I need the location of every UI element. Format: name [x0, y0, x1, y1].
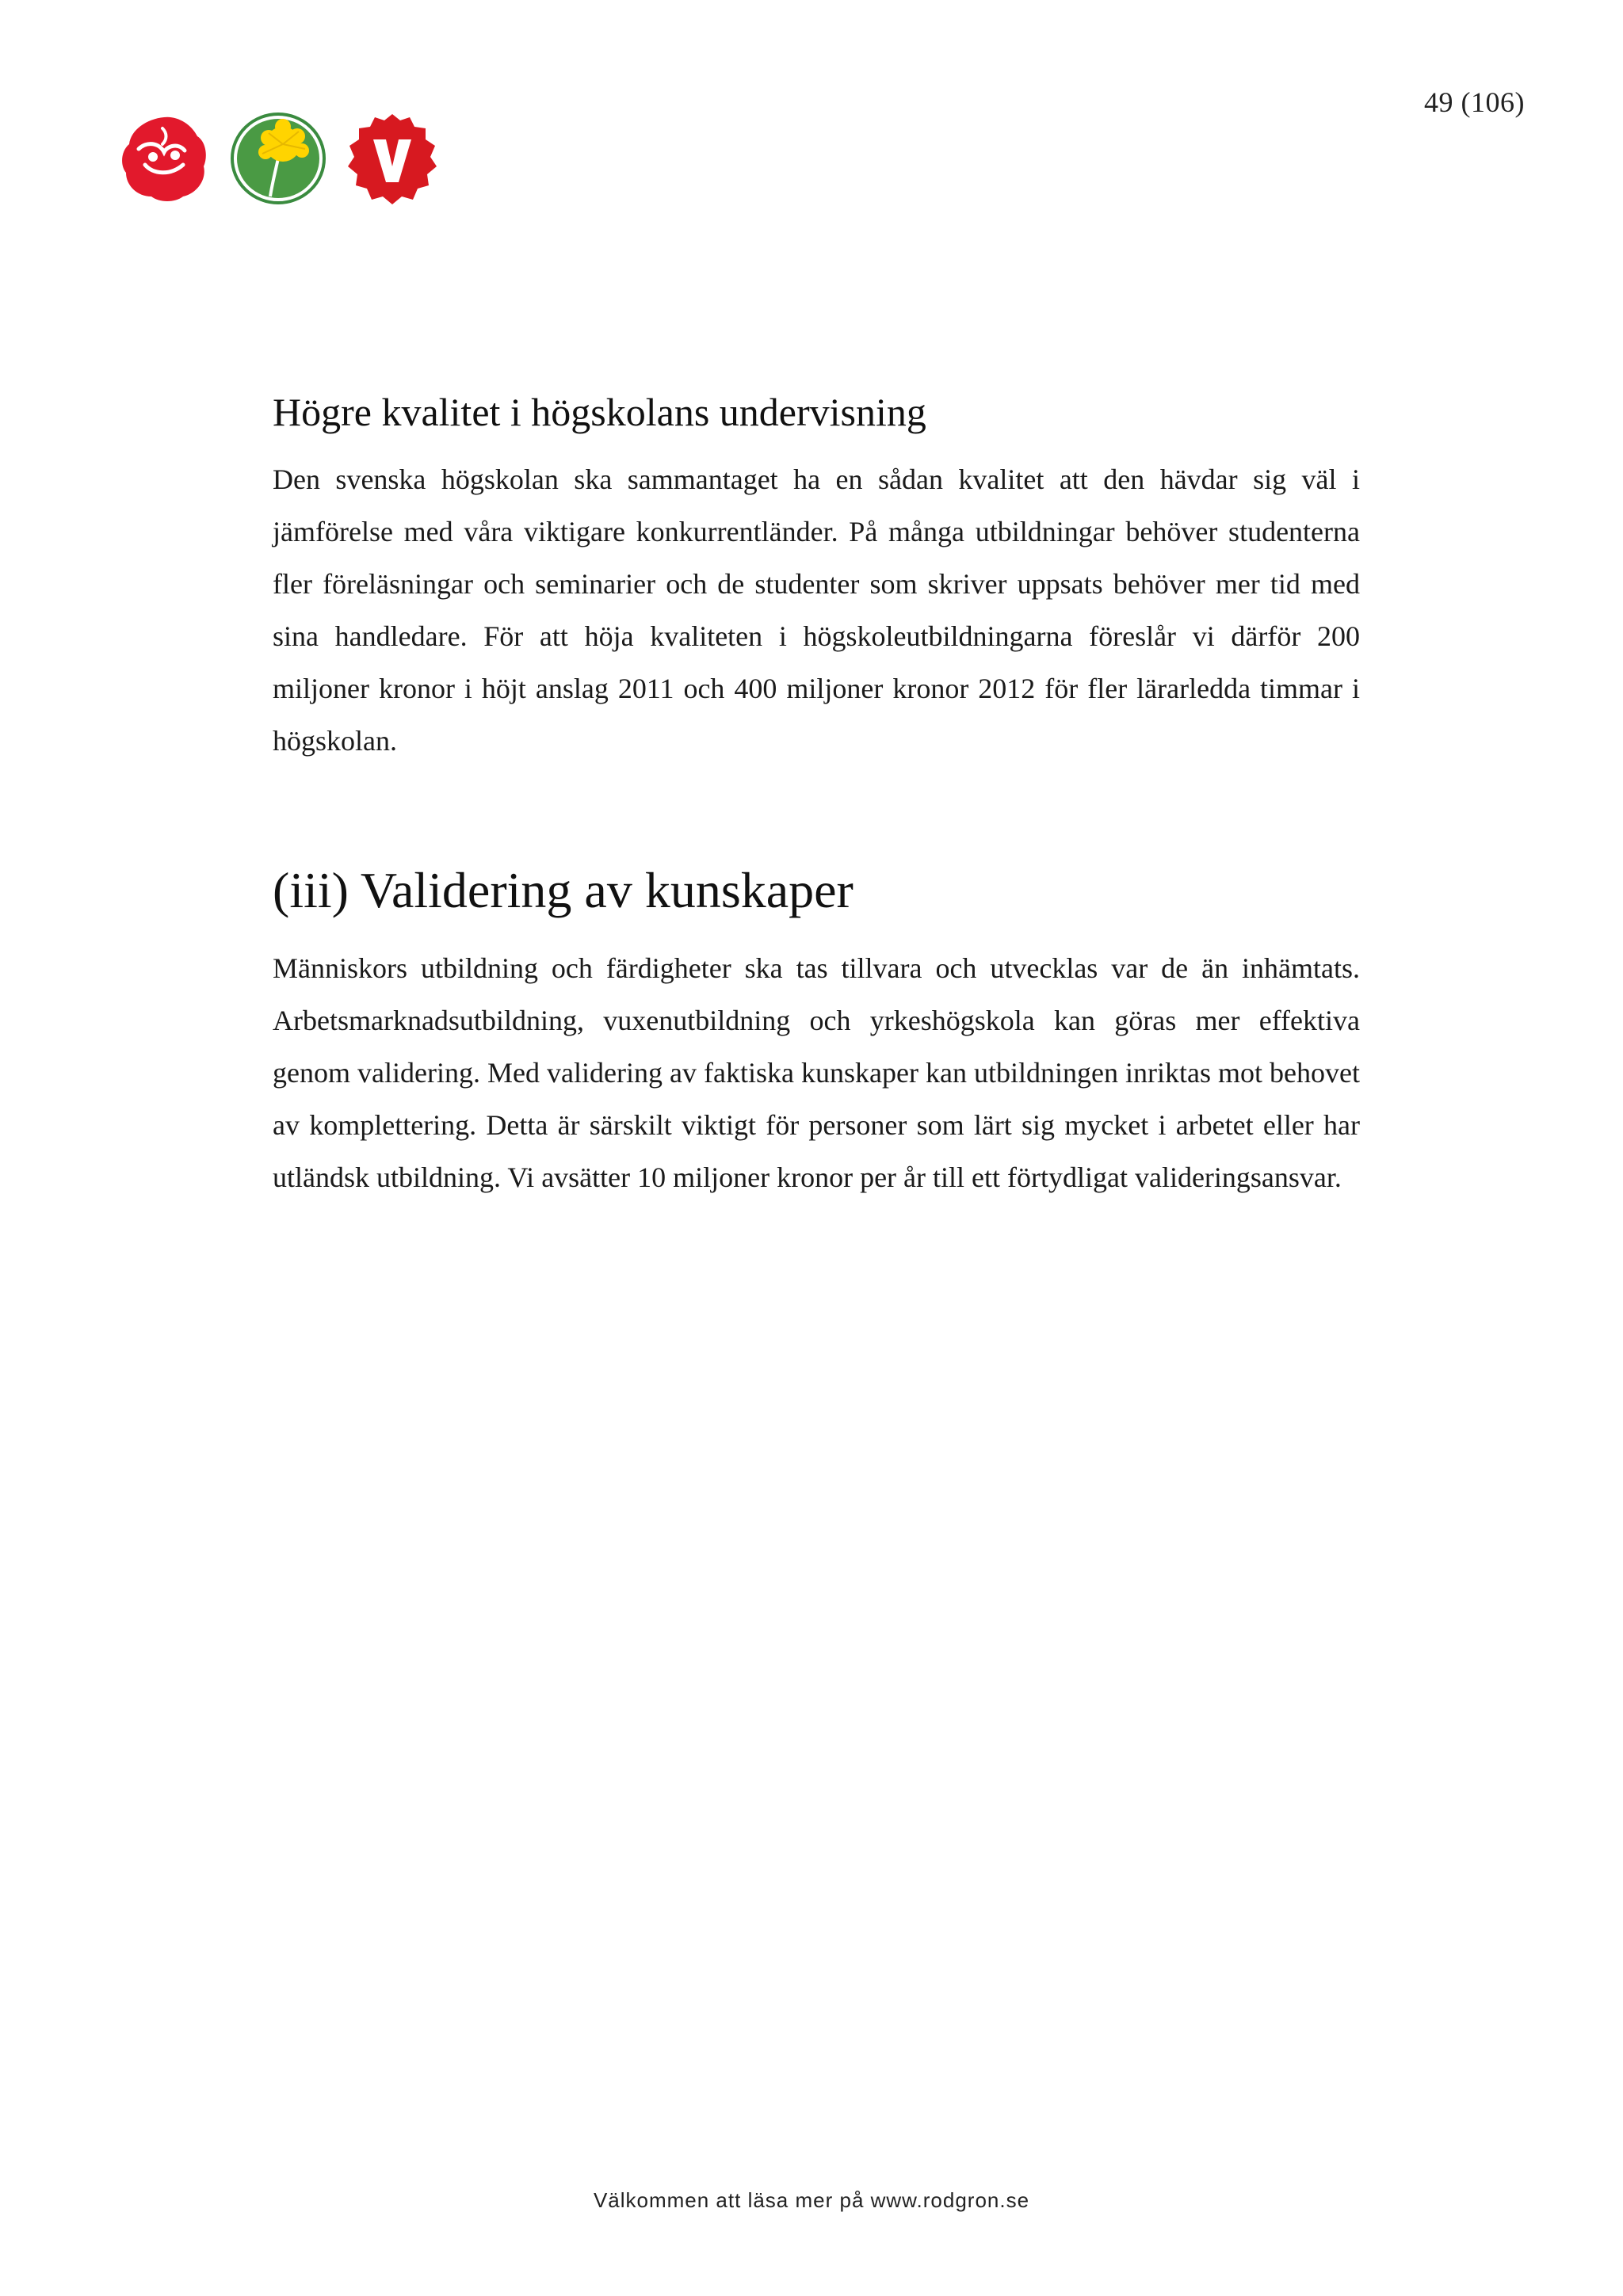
rose-logo-icon — [115, 109, 213, 208]
section-heading-hogre-kvalitet: Högre kvalitet i högskolans undervisning — [273, 390, 926, 434]
dandelion-logo-icon — [229, 109, 327, 208]
v-logo-icon — [343, 109, 441, 208]
section-heading-validering: (iii) Validering av kunskaper — [273, 862, 854, 918]
main-content — [273, 388, 1360, 1203]
page-footer: Välkommen att läsa mer på www.rodgron.se — [593, 2188, 1030, 2212]
page-number: 49 (106) — [1424, 86, 1525, 118]
party-logos — [115, 109, 441, 208]
section-paragraph-validering: Människors utbildning och färdigheter ska tas tillvara och utvecklas var de än inhämtats. Arbetsmarknadsutbildning, vuxenutbildning och yrkeshögskola kan göras mer effektiva genom validering. Med validering av faktiska kunskaper kan utbildningen inriktas mot behovet av komplettering. Detta är särskilt viktigt för personer som lärt sig mycket i arbetet eller har utländsk utbildning. Vi avsätter 10 miljoner kronor per år till ett förtydligat valideringsansvar. — [273, 952, 1360, 1193]
section-paragraph-hogre-kvalitet: Den svenska högskolan ska sammantaget ha en sådan kvalitet att den hävdar sig väl i jämförelse med våra viktigare konkurrentländer. På många utbildningar behöver studenterna fler föreläsningar och seminarier och de studenter som skriver uppsats behöver mer tid med sina handledare. För att höja kvaliteten i högskoleutbildningarna föreslår vi därför 200 miljoner kronor i höjt anslag 2011 och 400 miljoner kronor 2012 för fler lärarledda timmar i högskolan. — [273, 463, 1360, 757]
